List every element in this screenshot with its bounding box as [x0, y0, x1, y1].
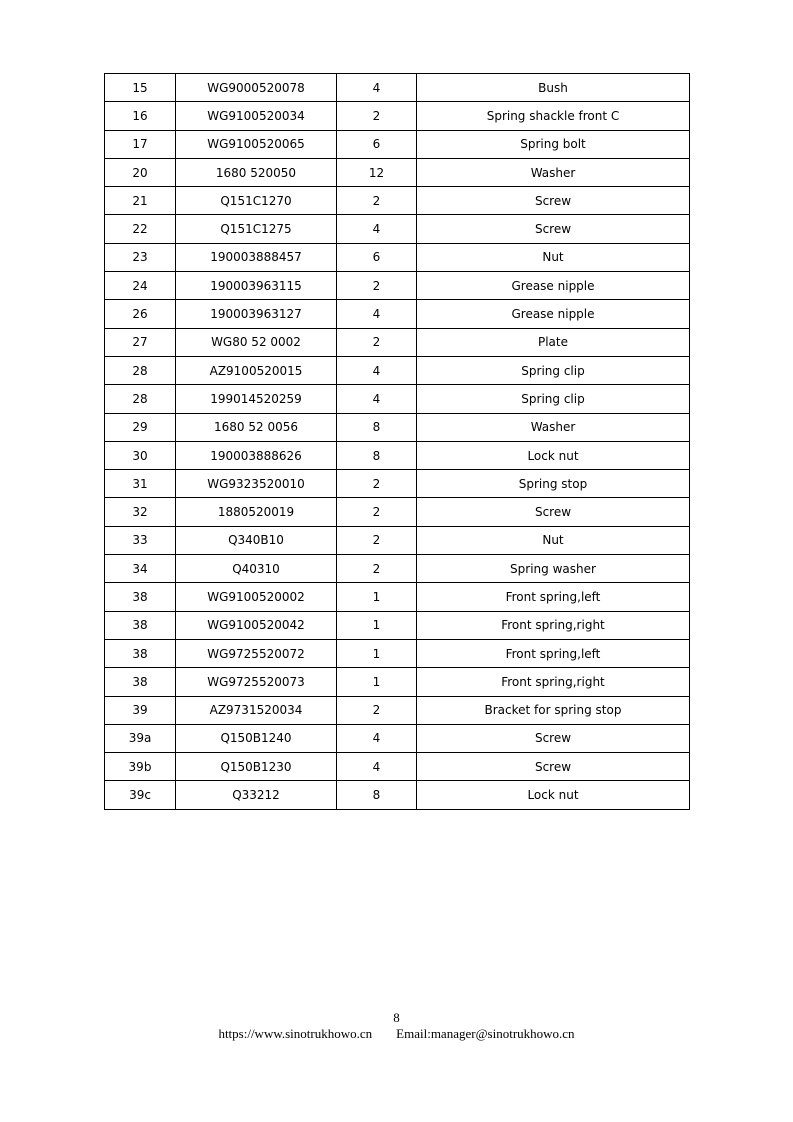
part-number-cell: AZ9731520034: [176, 696, 337, 724]
description-cell: Screw: [417, 724, 690, 752]
item-number-cell: 26: [105, 300, 176, 328]
item-number-cell: 28: [105, 385, 176, 413]
quantity-cell: 2: [337, 696, 417, 724]
item-number-cell: 39: [105, 696, 176, 724]
quantity-cell: 4: [337, 300, 417, 328]
item-number-cell: 24: [105, 272, 176, 300]
description-cell: Spring shackle front C: [417, 102, 690, 130]
quantity-cell: 4: [337, 74, 417, 102]
quantity-cell: 4: [337, 356, 417, 384]
item-number-cell: 39b: [105, 753, 176, 781]
table-row: [105, 781, 690, 809]
description-cell: Washer: [417, 158, 690, 186]
table-row: [105, 696, 690, 724]
description-cell: Spring stop: [417, 470, 690, 498]
description-cell: Bracket for spring stop: [417, 696, 690, 724]
quantity-cell: 2: [337, 187, 417, 215]
description-cell: Screw: [417, 215, 690, 243]
quantity-cell: 4: [337, 385, 417, 413]
part-number-cell: 190003963115: [176, 272, 337, 300]
description-cell: Screw: [417, 498, 690, 526]
part-number-cell: WG80 52 0002: [176, 328, 337, 356]
description-cell: Grease nipple: [417, 300, 690, 328]
description-cell: Bush: [417, 74, 690, 102]
part-number-cell: Q33212: [176, 781, 337, 809]
item-number-cell: 15: [105, 74, 176, 102]
quantity-cell: 1: [337, 639, 417, 667]
table-row: [105, 328, 690, 356]
table-row: [105, 356, 690, 384]
part-number-cell: 190003963127: [176, 300, 337, 328]
quantity-cell: 2: [337, 272, 417, 300]
table-row: [105, 74, 690, 102]
part-number-cell: AZ9100520015: [176, 356, 337, 384]
table-row: [105, 611, 690, 639]
item-number-cell: 22: [105, 215, 176, 243]
table-row: [105, 385, 690, 413]
table-row: [105, 555, 690, 583]
item-number-cell: 30: [105, 441, 176, 469]
quantity-cell: 4: [337, 724, 417, 752]
quantity-cell: 1: [337, 668, 417, 696]
quantity-cell: 8: [337, 441, 417, 469]
part-number-cell: 190003888457: [176, 243, 337, 271]
footer-contact: [0, 1026, 793, 1042]
part-number-cell: WG9725520072: [176, 639, 337, 667]
page-number: 8: [393, 1010, 400, 1025]
description-cell: Lock nut: [417, 441, 690, 469]
quantity-cell: 6: [337, 243, 417, 271]
table-row: [105, 583, 690, 611]
email-link[interactable]: Email:manager@sinotrukhowo.cn: [396, 1026, 575, 1041]
description-cell: Spring clip: [417, 356, 690, 384]
description-cell: Spring clip: [417, 385, 690, 413]
table-row: [105, 753, 690, 781]
item-number-cell: 38: [105, 611, 176, 639]
item-number-cell: 32: [105, 498, 176, 526]
item-number-cell: 31: [105, 470, 176, 498]
quantity-cell: 6: [337, 130, 417, 158]
table-row: [105, 441, 690, 469]
table-row: [105, 130, 690, 158]
quantity-cell: 2: [337, 102, 417, 130]
description-cell: Nut: [417, 526, 690, 554]
table-row: [105, 724, 690, 752]
part-number-cell: WG9100520042: [176, 611, 337, 639]
quantity-cell: 1: [337, 611, 417, 639]
description-cell: Spring washer: [417, 555, 690, 583]
quantity-cell: 4: [337, 215, 417, 243]
part-number-cell: WG9323520010: [176, 470, 337, 498]
item-number-cell: 16: [105, 102, 176, 130]
part-number-cell: 1880520019: [176, 498, 337, 526]
item-number-cell: 34: [105, 555, 176, 583]
description-cell: Plate: [417, 328, 690, 356]
part-number-cell: Q151C1270: [176, 187, 337, 215]
table-row: [105, 187, 690, 215]
item-number-cell: 39a: [105, 724, 176, 752]
part-number-cell: Q150B1240: [176, 724, 337, 752]
item-number-cell: 21: [105, 187, 176, 215]
item-number-cell: 38: [105, 583, 176, 611]
part-number-cell: Q340B10: [176, 526, 337, 554]
table-row: [105, 413, 690, 441]
description-cell: Washer: [417, 413, 690, 441]
item-number-cell: 38: [105, 639, 176, 667]
table-row: [105, 300, 690, 328]
item-number-cell: 23: [105, 243, 176, 271]
quantity-cell: 2: [337, 328, 417, 356]
item-number-cell: 28: [105, 356, 176, 384]
item-number-cell: 17: [105, 130, 176, 158]
description-cell: Front spring,left: [417, 583, 690, 611]
part-number-cell: WG9725520073: [176, 668, 337, 696]
description-cell: Screw: [417, 187, 690, 215]
parts-table-body: [105, 74, 690, 810]
table-row: [105, 243, 690, 271]
part-number-cell: WG9100520002: [176, 583, 337, 611]
description-cell: Spring bolt: [417, 130, 690, 158]
description-cell: Nut: [417, 243, 690, 271]
table-row: [105, 526, 690, 554]
table-row: [105, 215, 690, 243]
item-number-cell: 33: [105, 526, 176, 554]
item-number-cell: 29: [105, 413, 176, 441]
quantity-cell: 2: [337, 498, 417, 526]
description-cell: Front spring,left: [417, 639, 690, 667]
description-cell: Grease nipple: [417, 272, 690, 300]
part-number-cell: Q40310: [176, 555, 337, 583]
quantity-cell: 12: [337, 158, 417, 186]
item-number-cell: 27: [105, 328, 176, 356]
part-number-cell: 199014520259: [176, 385, 337, 413]
description-cell: Front spring,right: [417, 611, 690, 639]
parts-table: [104, 73, 690, 810]
part-number-cell: WG9100520034: [176, 102, 337, 130]
item-number-cell: 39c: [105, 781, 176, 809]
item-number-cell: 20: [105, 158, 176, 186]
description-cell: Lock nut: [417, 781, 690, 809]
part-number-cell: Q151C1275: [176, 215, 337, 243]
table-row: [105, 470, 690, 498]
quantity-cell: 8: [337, 413, 417, 441]
part-number-cell: Q150B1230: [176, 753, 337, 781]
table-row: [105, 639, 690, 667]
quantity-cell: 2: [337, 555, 417, 583]
quantity-cell: 8: [337, 781, 417, 809]
website-link[interactable]: https://www.sinotrukhowo.cn: [218, 1026, 373, 1041]
quantity-cell: 1: [337, 583, 417, 611]
part-number-cell: WG9000520078: [176, 74, 337, 102]
table-row: [105, 272, 690, 300]
part-number-cell: 1680 520050: [176, 158, 337, 186]
quantity-cell: 4: [337, 753, 417, 781]
part-number-cell: 1680 52 0056: [176, 413, 337, 441]
table-row: [105, 498, 690, 526]
description-cell: Screw: [417, 753, 690, 781]
table-row: [105, 102, 690, 130]
item-number-cell: 38: [105, 668, 176, 696]
quantity-cell: 2: [337, 470, 417, 498]
quantity-cell: 2: [337, 526, 417, 554]
part-number-cell: 190003888626: [176, 441, 337, 469]
part-number-cell: WG9100520065: [176, 130, 337, 158]
table-row: [105, 668, 690, 696]
description-cell: Front spring,right: [417, 668, 690, 696]
table-row: [105, 158, 690, 186]
